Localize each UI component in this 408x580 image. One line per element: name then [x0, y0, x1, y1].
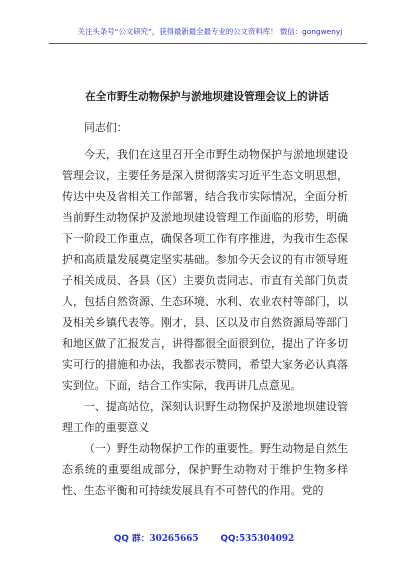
header-divider — [49, 43, 367, 44]
qq-group-label: QQ 群： — [113, 534, 150, 544]
document-body — [62, 117, 348, 501]
paragraph-opening: 今天，我们在这里召开全市野生动物保护与淤地坝建设管理会议，主要任务是深入贯彻落实习近平生态文明思想，传达中央及省相关工作部署，结合我市实际情况，全面分析当前野生动物保护及淤地坝建设管理工作面临的形势，明确下一阶段工作重点，确保各项工作有序推进，为我市生态保护和高质量发展奠定坚实基础。参加今天会议的有市领导班子相关成员、各县（区）主要负责同志、市直有关部门负责人，包括自然资源、生态环境、水利、农业农村等部门，以及相关乡镇代表等。刚才，县、区以及市自然资源局等部门和地区做了汇报发言，讲得都很全面很到位，提出了许多切实可行的措施和办法，我都表示赞同，希望大家务必认真落实到位。下面，结合工作实际，我再讲几点意见。 — [62, 148, 348, 392]
header-promo-text: 关注头条号“公文研究”，获得最新最全最专业的公文资料库！ 微信：gongwenyj — [77, 27, 343, 36]
paragraph-subsection-one: （一）野生动物保护工作的重要性。野生动物是自然生态系统的重要组成部分，保护野生动物对于维护生物多样性、生态平衡和可持续发展具有不可替代的作用。党的 — [62, 442, 348, 497]
footer-contact — [50, 532, 358, 546]
qq-group-number: 30265665 — [149, 534, 199, 544]
qq-label: QQ: — [220, 534, 239, 544]
document-title: 在全市野生动物保护与淤地坝建设管理会议上的讲话 — [85, 91, 329, 103]
salutation: 同志们： — [84, 121, 128, 134]
qq-number: 535304092 — [238, 534, 295, 544]
section-heading-one: 一、提高站位，深刻认识野生动物保护及淤地坝建设管理工作的重要意义 — [62, 400, 348, 434]
